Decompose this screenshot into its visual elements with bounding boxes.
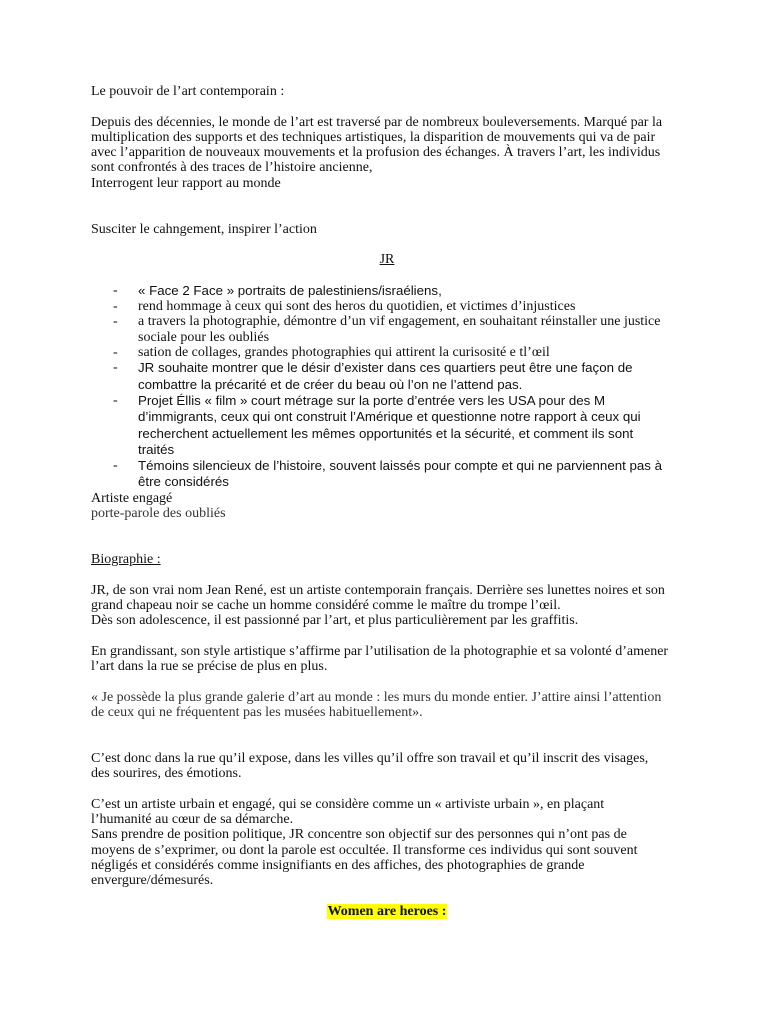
activist-line: C’est un artiste urbain et engagé, qui se considère comme un « artiviste urbain », en plaçant <box>91 796 605 812</box>
women-heading <box>91 904 683 919</box>
bio-line: Dès son adolescence, il est passionné par l’art, et plus particulièrement par les graffitis. <box>91 613 579 629</box>
quote-line: de ceux qui ne fréquentent pas les musées habituellement». <box>91 704 423 720</box>
bullet-text: combattre la précarité et de créer du beau où l’on ne l’attend pas. <box>138 376 523 392</box>
activist-line: envergure/démesurés. <box>91 873 214 889</box>
quote-line: « Je possède la plus grande galerie d’art au monde : les murs du monde entier. J’attire ainsi l’attention <box>91 689 662 705</box>
dash-bullet: - <box>113 345 118 361</box>
activist-line: moyens de s’exprimer, ou dont la parole est occultée. Il transforme ces individus qui sont souvent <box>91 842 638 858</box>
bullet-list <box>91 283 683 491</box>
artist-engaged-line: Artiste engagé <box>91 490 173 506</box>
bullet-text: Témoins silencieux de l’histoire, souvent laissés pour compte et qui ne parviennent pas à <box>138 458 663 474</box>
spokesperson-line: porte-parole des oubliés <box>91 506 226 522</box>
bio-paragraph-1 <box>91 583 683 629</box>
street-line: des sourires, des émotions. <box>91 766 242 782</box>
bullet-text: rend hommage à ceux qui sont des heros du quotidien, et victimes d’injustices <box>138 299 576 315</box>
list-item <box>91 299 683 314</box>
bullet-text: d’immigrants, ceux qui ont construit l’Amérique et questionne notre rapport à ceux qui <box>138 409 641 425</box>
bullet-text: « Face 2 Face » portraits de palestiniens/israéliens, <box>138 282 442 298</box>
intro-line: multiplication des supports et des techniques artistiques, la disparition de mouvements qui va de pair <box>91 129 656 145</box>
street-line: C’est donc dans la rue qu’il expose, dans les villes qu’il offre son travail et qu’il inscrit des visages, <box>91 750 649 766</box>
activist-line: négligés et considérés comme insignifiants en des affiches, des photographies de grande <box>91 857 585 873</box>
bullet-text: sation de collages, grandes photographies qui attirent la curisosité e tl’œil <box>138 345 550 361</box>
list-item <box>91 345 683 360</box>
list-item <box>91 283 683 299</box>
biography-heading <box>91 552 683 567</box>
list-item <box>91 393 683 458</box>
dash-bullet: - <box>113 314 118 330</box>
list-item <box>91 458 683 491</box>
dash-bullet: - <box>113 299 118 315</box>
intro-line: avec l’apparition de nouveaux mouvements et la profusion des échanges. À travers l’art, les individus <box>91 145 661 161</box>
bio-line: En grandissant, son style artistique s’affirme par l’utilisation de la photographie et sa volonté d’amener <box>91 643 669 659</box>
bullet-text: recherchent actuellement les mêmes opportunités et la sécurité, et comment ils sont <box>138 425 634 441</box>
bullet-text: être considérés <box>138 474 229 490</box>
street-paragraph <box>91 751 683 782</box>
bullet-text: sociale pour les oubliés <box>138 329 270 345</box>
document-title: Le pouvoir de l’art contemporain : <box>91 84 285 99</box>
jr-heading-text: JR <box>379 252 395 268</box>
document-page <box>91 84 683 919</box>
bio-paragraph-2 <box>91 644 683 675</box>
dash-bullet: - <box>113 458 118 474</box>
bio-line: grand chapeau noir se cache un homme considéré comme le maître du trompe l’œil. <box>91 597 561 613</box>
list-item <box>91 314 683 345</box>
bullet-text: Projet Éllis « film » court métrage sur la porte d’entrée vers les USA pour des M <box>138 392 606 408</box>
intro-line: Interrogent leur rapport au monde <box>91 175 281 191</box>
bullet-text: traités <box>138 441 175 457</box>
bullet-text: a travers la photographie, démontre d’un vif engagement, en souhaitant réinstaller une justice <box>138 314 661 330</box>
activist-line: l’humanité au cœur de sa démarche. <box>91 811 294 827</box>
bio-line: l’art dans la rue se précise de plus en plus. <box>91 658 328 674</box>
list-item <box>91 360 683 393</box>
section-title: Susciter le cahngement, inspirer l’action <box>91 221 317 237</box>
dash-bullet: - <box>113 282 118 298</box>
bio-line: JR, de son vrai nom Jean René, est un artiste contemporain français. Derrière ses lunettes noires et son <box>91 582 665 598</box>
activist-line: Sans prendre de position politique, JR concentre son objectif sur des personnes qui n’ont pas de <box>91 827 627 843</box>
dash-bullet: - <box>113 360 118 376</box>
biography-heading-text: Biographie : <box>91 551 161 567</box>
dash-bullet: - <box>113 392 118 408</box>
intro-line: sont confrontés à des traces de l’histoire ancienne, <box>91 160 373 176</box>
intro-paragraph <box>91 115 683 191</box>
activist-paragraph <box>91 797 683 889</box>
quote-paragraph <box>91 690 683 721</box>
jr-heading <box>91 252 683 267</box>
women-heading-text: Women are heroes : <box>327 903 447 919</box>
bullet-text: JR souhaite montrer que le désir d’exister dans ces quartiers peut être une façon de <box>138 360 633 376</box>
intro-line: Depuis des décennies, le monde de l’art est traversé par de nombreux bouleversements. Marqué par la <box>91 114 663 130</box>
